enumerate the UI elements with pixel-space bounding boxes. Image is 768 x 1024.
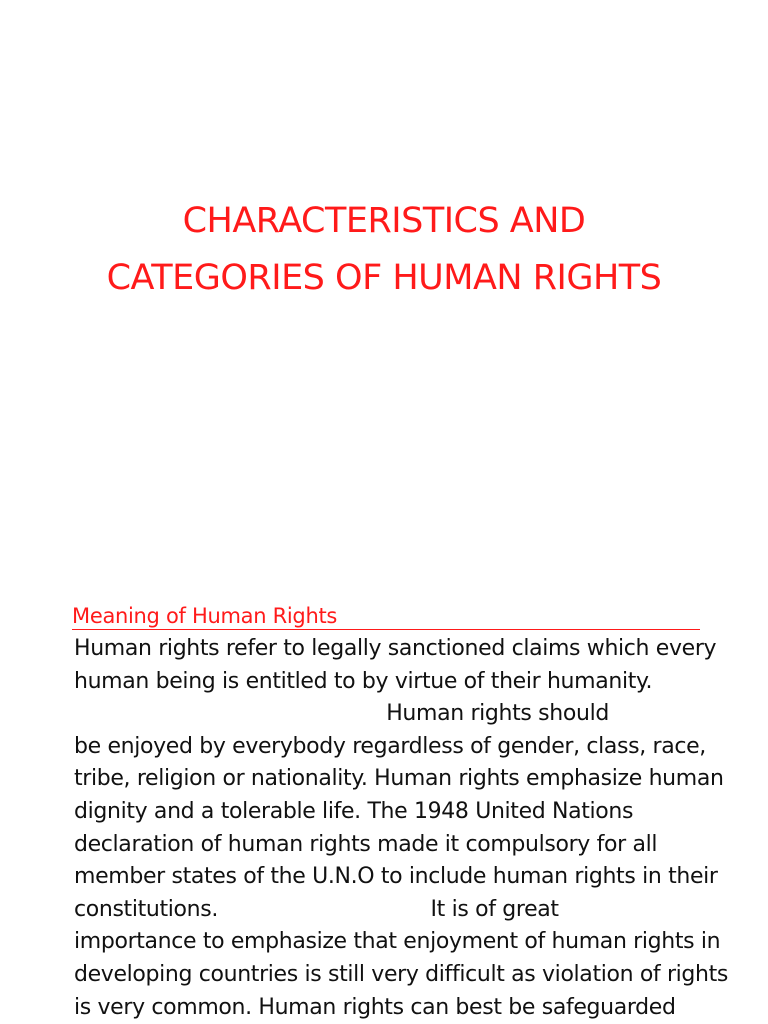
body-line: importance to emphasize that enjoyment of human rights in	[74, 929, 721, 955]
body-line: developing countries is still very difficult as violation of rights	[74, 961, 729, 987]
body-line: Human rights should	[74, 701, 609, 727]
body-line: Human rights refer to legally sanctioned claims which every	[74, 636, 717, 661]
body-line: member states of the U.N.O to include human rights in their	[74, 864, 718, 890]
page-title	[0, 193, 768, 307]
body-line: tribe, religion or nationality. Human rights emphasize human	[74, 766, 724, 792]
section-heading-row	[72, 603, 700, 630]
body-line: human being is entitled to by virtue of their humanity.	[74, 668, 653, 694]
body-line: be enjoyed by everybody regardless of gender, class, race,	[74, 733, 706, 759]
body-line: is very common. Human rights can best be safeguarded	[74, 994, 676, 1020]
body-paragraph	[74, 633, 764, 1024]
title-line-1: CHARACTERISTICS AND	[182, 201, 586, 241]
body-line: dignity and a tolerable life. The 1948 United Nations	[74, 798, 634, 824]
section-heading: Meaning of Human Rights	[72, 604, 338, 628]
body-line: declaration of human rights made it compulsory for all	[74, 831, 658, 857]
body-line: constitutions. It is of great	[74, 896, 559, 922]
title-line-2: CATEGORIES OF HUMAN RIGHTS	[106, 258, 662, 298]
